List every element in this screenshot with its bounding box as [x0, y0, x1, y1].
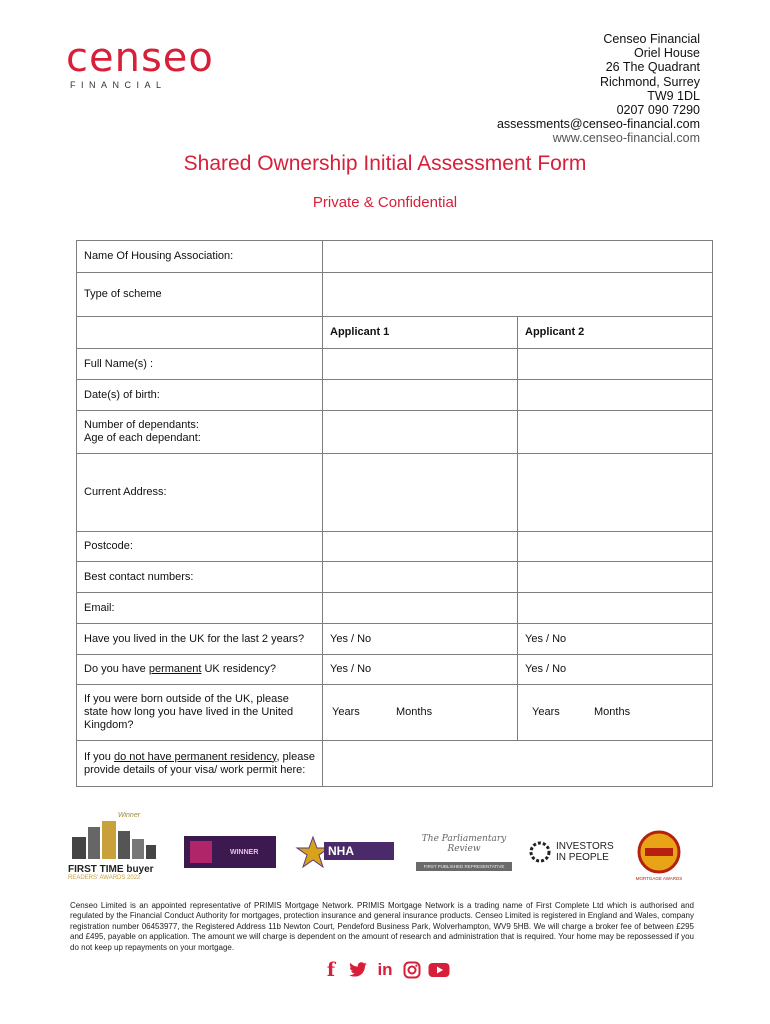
header-applicant-1: Applicant 1 — [323, 317, 518, 349]
yes-no-residency-applicant-2[interactable]: Yes / No — [518, 655, 713, 685]
censeo-logo — [66, 35, 214, 90]
input-email-applicant-1[interactable] — [323, 593, 518, 624]
ftb-subtitle: READERS' AWARDS 2022 — [68, 875, 141, 881]
first-time-buyer-award-logo — [68, 812, 160, 890]
months-label: Months — [396, 706, 433, 718]
input-type-of-scheme[interactable] — [323, 273, 713, 317]
input-housing-association[interactable] — [323, 241, 713, 273]
yes-no-uk-applicant-2[interactable]: Yes / No — [518, 624, 713, 655]
residency-text-post: UK residency? — [201, 663, 277, 675]
input-address-applicant-2[interactable] — [518, 454, 713, 532]
label-born-outside-uk: If you were born outside of the UK, please state how long you have lived in the United Kingdom? — [77, 685, 323, 741]
label-current-address: Current Address: — [77, 454, 323, 532]
header-applicant-2: Applicant 2 — [518, 317, 713, 349]
table-row — [77, 562, 713, 593]
label-email: Email: — [77, 593, 323, 624]
iip-text — [556, 841, 614, 863]
header-blank — [77, 317, 323, 349]
table-row — [77, 593, 713, 624]
award-medal-icon — [637, 830, 681, 874]
table-row — [77, 241, 713, 273]
mortgage-awards-badge — [634, 830, 684, 890]
address-line: 26 The Quadrant — [605, 60, 700, 75]
address-phone: 0207 090 7290 — [616, 103, 700, 118]
parliamentary-review-logo — [416, 834, 512, 876]
nha-text: NHA — [324, 842, 394, 860]
legal-disclaimer: Censeo Limited is an appointed representative of PRIMIS Mortgage Network. PRIMIS Mortgage Network is a trading name of First Complete Ltd which is authorised and regulated by the Financial Conduct Authority for mortgages, protection insurance and general insurance products. Censeo Limited is registered in England and Wales, company registration number 06453977, the Registered Address 11b Newton Court, Pendeford Business Park, Wolverhampton, WV9 5HB. We will charge a broker fee of between £295 and £495, payable on application. The amount we will charge is dependent on the amount of research and administration that is required. Your home may be repossessed if you do not keep up repayments on your mortgage. — [70, 901, 694, 952]
input-contact-applicant-1[interactable] — [323, 562, 518, 593]
label-housing-association: Name Of Housing Association: — [77, 241, 323, 273]
table-row — [77, 273, 713, 317]
input-address-applicant-1[interactable] — [323, 454, 518, 532]
youtube-play-glyph — [428, 962, 450, 978]
label-type-of-scheme: Type of scheme — [77, 273, 323, 317]
winner-square-icon — [190, 841, 212, 863]
logo-wordmark: censeo — [66, 35, 214, 81]
nha-award-logo — [296, 834, 396, 872]
logo-subtitle: FINANCIAL — [70, 80, 167, 90]
winner-award-badge — [184, 836, 276, 868]
visa-text-post: , please provide details of your visa/ work permit here: — [84, 750, 315, 776]
table-row — [77, 741, 713, 787]
winner-badge-text: WINNER — [230, 848, 259, 856]
years-months-applicant-2[interactable] — [518, 685, 713, 741]
table-row — [77, 317, 713, 349]
table-row — [77, 624, 713, 655]
years-label: Years — [332, 706, 360, 718]
facebook-glyph: f — [326, 959, 336, 981]
ftb-winner-text: Winner — [117, 812, 141, 819]
residency-text-pre: Do you have — [84, 663, 149, 675]
page-title: Shared Ownership Initial Assessment Form — [183, 152, 587, 175]
iip-line-2: IN PEOPLE — [556, 852, 609, 863]
instagram-camera-glyph — [403, 961, 421, 979]
input-email-applicant-2[interactable] — [518, 593, 713, 624]
instagram-icon[interactable] — [402, 960, 422, 980]
input-contact-applicant-2[interactable] — [518, 562, 713, 593]
twitter-bird-glyph — [348, 962, 368, 978]
table-row — [77, 454, 713, 532]
parliamentary-review-subtext: FIRST PUBLISHED REPRESENTATIVE — [416, 862, 512, 871]
input-visa-details[interactable] — [323, 741, 713, 787]
city-skyline-icon — [68, 819, 160, 859]
input-postcode-applicant-2[interactable] — [518, 532, 713, 562]
mortgage-awards-text: MORTGAGE AWARDS — [635, 876, 683, 881]
address-line: Censeo Financial — [603, 32, 700, 46]
social-links — [321, 960, 449, 980]
input-dob-applicant-1[interactable] — [323, 380, 518, 411]
label-visa-details — [77, 741, 323, 787]
awards-strip — [66, 812, 706, 892]
address-line: TW9 1DL — [647, 88, 700, 103]
table-row — [77, 685, 713, 741]
input-postcode-applicant-1[interactable] — [323, 532, 518, 562]
yes-no-uk-applicant-1[interactable]: Yes / No — [323, 624, 518, 655]
iip-laurel-icon — [528, 840, 552, 864]
table-row — [77, 380, 713, 411]
input-dependants-applicant-1[interactable] — [323, 411, 518, 454]
yes-no-residency-applicant-1[interactable]: Yes / No — [323, 655, 518, 685]
input-full-names-applicant-2[interactable] — [518, 349, 713, 380]
label-postcode: Postcode: — [77, 532, 323, 562]
address-website[interactable]: www.censeo-financial.com — [552, 131, 700, 146]
ftb-title: FIRST TIME buyer — [68, 864, 154, 875]
label-dob: Date(s) of birth: — [77, 380, 323, 411]
parliamentary-review-text: The Parliamentary Review — [421, 834, 507, 854]
label-dependants — [77, 411, 323, 454]
label-residency — [77, 655, 323, 685]
youtube-icon[interactable] — [429, 960, 449, 980]
label-contact-numbers: Best contact numbers: — [77, 562, 323, 593]
address-email[interactable]: assessments@censeo-financial.com — [496, 117, 700, 132]
label-uk-2-years: Have you lived in the UK for the last 2 years? — [77, 624, 323, 655]
linkedin-glyph: in — [377, 960, 393, 979]
years-label: Years — [532, 706, 560, 718]
visa-text-pre: If you — [84, 750, 114, 763]
table-row — [77, 532, 713, 562]
label-age-of-dependants: Age of each dependant: — [84, 432, 201, 444]
facebook-icon[interactable] — [321, 960, 341, 980]
company-address — [496, 32, 700, 146]
input-full-names-applicant-1[interactable] — [323, 349, 518, 380]
twitter-icon[interactable] — [348, 960, 368, 980]
page-subtitle: Private & Confidential — [312, 194, 458, 211]
table-row — [77, 655, 713, 685]
iip-line-1: INVESTORS — [556, 841, 614, 852]
address-line: Oriel House — [634, 46, 700, 61]
visa-text-underlined: do not have permanent residency — [113, 750, 277, 763]
investors-in-people-logo — [528, 836, 624, 868]
label-number-of-dependants: Number of dependants: — [84, 419, 199, 431]
input-dependants-applicant-2[interactable] — [518, 411, 713, 454]
table-row — [77, 349, 713, 380]
input-dob-applicant-2[interactable] — [518, 380, 713, 411]
address-line: Richmond, Surrey — [599, 74, 700, 89]
table-row — [77, 411, 713, 454]
months-label: Months — [594, 706, 631, 718]
residency-text-underlined: permanent — [148, 663, 202, 675]
years-months-applicant-1[interactable] — [323, 685, 518, 741]
linkedin-icon[interactable] — [375, 960, 395, 980]
label-full-names: Full Name(s) : — [77, 349, 323, 380]
assessment-form-table — [76, 240, 713, 787]
